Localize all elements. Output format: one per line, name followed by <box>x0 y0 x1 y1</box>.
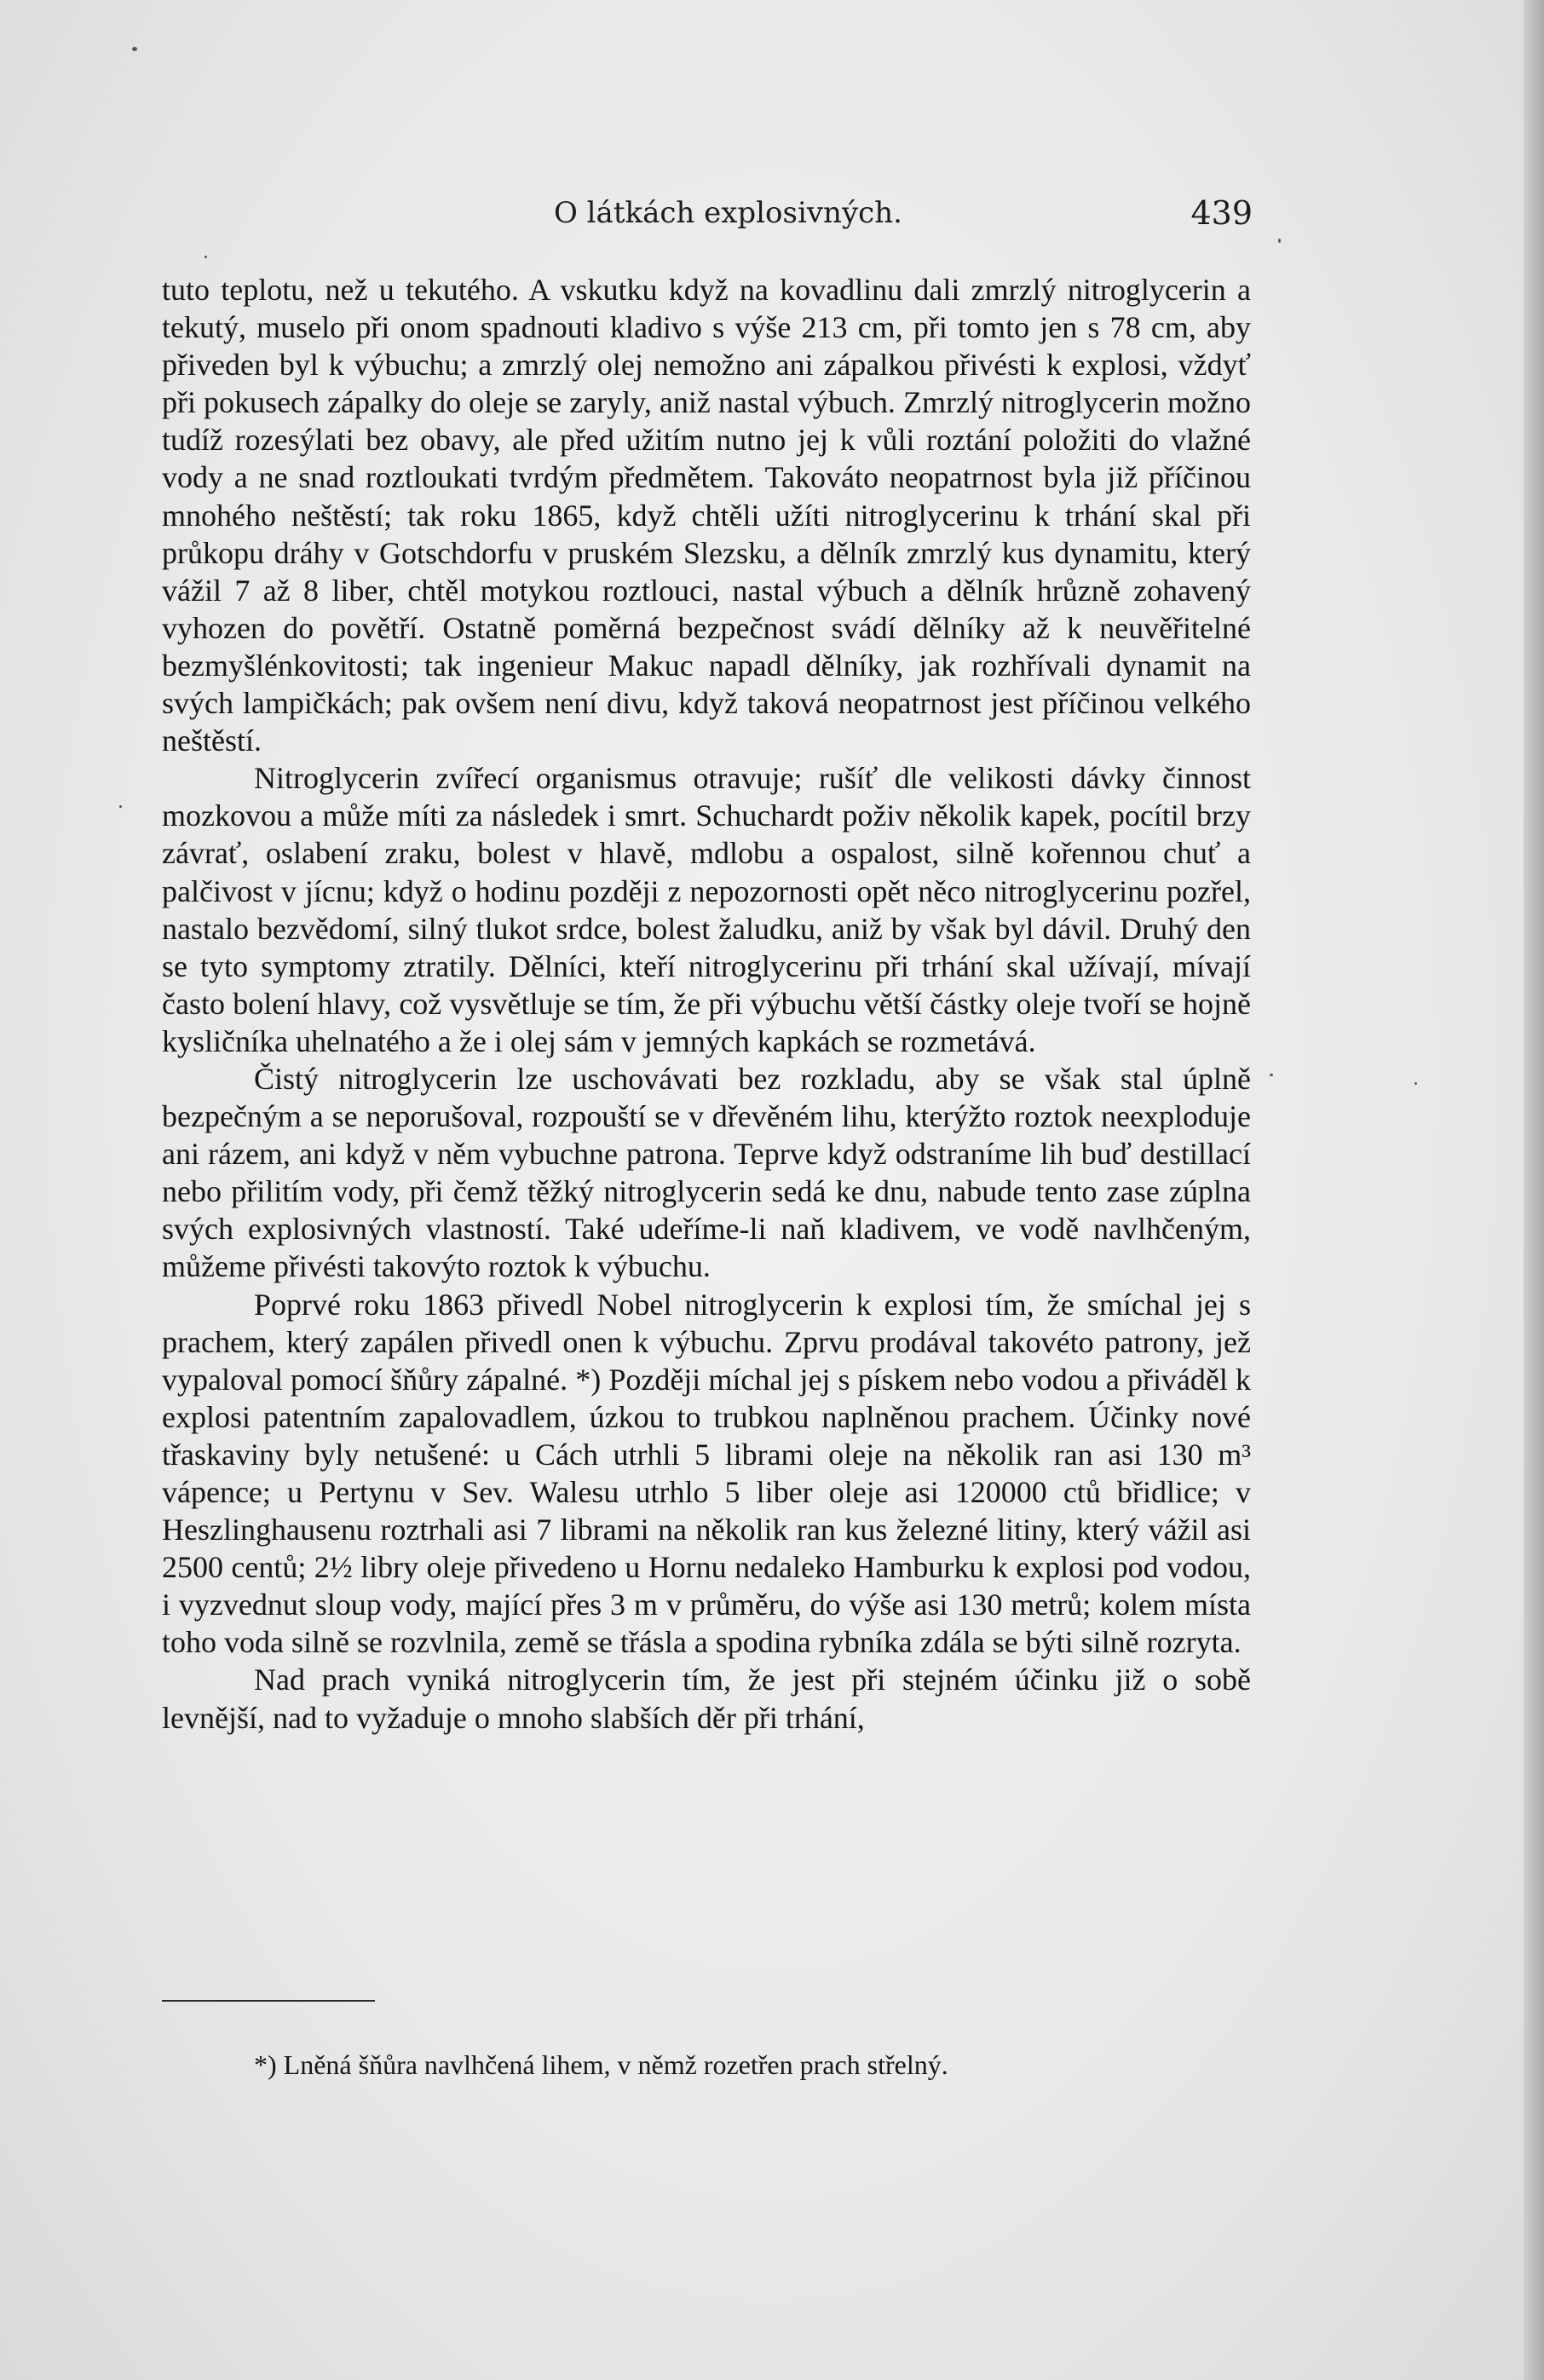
paragraph: tuto teplotu, než u tekutého. A vskutku když na kovadlinu dali zmrzlý nitroglycerin a tekutý, muselo při onom spadnouti kladivo s výše 213 cm, při tomto jen s 78 cm, aby přiveden byl k výbuchu; a zmrzlý olej nemožno ani zápalkou přivésti k explosi, vždyť při pokusech zápalky do oleje se zaryly, aniž nastal výbuch. Zmrzlý nitroglycerin možno tudíž rozesýlati bez obavy, ale před užitím nutno jej k vůli roztání položiti do vlažné vody a ne snad roztloukati tvrdým předmětem. Takováto neopatrnost byla již příčinou mnohého neštěstí; tak roku 1865, když chtěli užíti nitroglycerinu k trhání skal při průkopu dráhy v Gotschdorfu v pruském Slezsku, a dělník zmrzlý kus dynamitu, který vážil 7 až 8 liber, chtěl motykou roztlouci, nastal výbuch a dělník hrůzně zohavený vyhozen do povětří. Ostatně poměrná bezpečnost svádí dělníky až k neuvěřitelné bezmyšlénkovitosti; tak ingenieur Makuc napadl dělníky, jak rozhřívali dynamit na svých lampičkách; pak ovšem není divu, když taková neopatrnost jest příčinou velkého neštěstí. <box>162 273 1251 758</box>
running-title: O látkách explosivných. <box>554 196 902 230</box>
paper-speck <box>119 805 122 808</box>
footnote-divider <box>162 2000 375 2002</box>
paragraph: Nad prach vyniká nitroglycerin tím, že jest při stejném účinku již o sobě levnější, nad to vyžaduje o mnoho slabších děr při trhání, <box>162 1663 1251 1735</box>
running-header <box>162 187 1253 239</box>
body-text <box>162 271 1251 1737</box>
page-edge-shadow <box>1524 0 1544 2380</box>
paper-speck <box>1270 1074 1273 1076</box>
page-number: 439 <box>1190 194 1253 232</box>
paper-speck <box>1414 1082 1417 1085</box>
paper-speck <box>132 47 137 51</box>
paragraph: Poprvé roku 1863 přivedl Nobel nitroglycerin k explosi tím, že smíchal jej s prachem, který zapálen přivedl onen k výbuchu. Zprvu prodával takovéto patrony, jež vypaloval pomocí šňůry zápalné. *) Později míchal jej s pískem nebo vodou a přiváděl k explosi patentním zapalovadlem, úzkou to trubkou naplněnou prachem. Účinky nové třaskaviny byly netušené: u Cách utrhli 5 librami oleje na několik ran asi 130 m³ vápence; u Pertynu v Sev. Walesu utrhlo 5 liber oleje asi 120000 ctů břidlice; v Heszlinghausenu roztrhali asi 7 librami na několik ran kus železné litiny, který vážil asi 2500 centů; 2½ libry oleje přivedeno u Hornu nedaleko Hamburku k explosi pod vodou, i vyzvednut sloup vody, mající přes 3 m v průměru, do výše asi 130 metrů; kolem místa toho voda silně se rozvlnila, země se třásla a spodina rybníka zdála se býti silně rozryta. <box>162 1287 1251 1660</box>
paper-speck <box>1278 239 1281 243</box>
paper-speck <box>205 256 207 258</box>
footnote: *) Lněná šňůra navlhčená lihem, v němž rozetřen prach střelný. <box>254 2049 948 2080</box>
paragraph: Čistý nitroglycerin lze uschovávati bez rozkladu, aby se však stal úplně bezpečným a se neporušoval, rozpouští se v dřevěném lihu, kterýžto roztok neexploduje ani rázem, ani když v něm vybuchne patrona. Teprve když odstraníme lih buď destillací nebo přilitím vody, při čemž těžký nitroglycerin sedá ke dnu, nabude tento zase zúplna svých explosivných vlastností. Také udeříme-li naň kladivem, ve vodě navlhčeným, můžeme přivésti takovýto roztok k výbuchu. <box>162 1061 1251 1284</box>
paragraph: Nitroglycerin zvířecí organismus otravuje; rušíť dle velikosti dávky činnost mozkovou a může míti za následek i smrt. Schuchardt poživ několik kapek, pocítil brzy závrať, oslabení zraku, bolest v hlavě, mdlobu a ospalost, silně kořennou chuť a palčivost v jícnu; když o hodinu později z nepozornosti opět něco nitroglycerinu pozřel, nastalo bezvědomí, silný tlukot srdce, bolest žaludku, aniž by však byl dávil. Druhý den se tyto symptomy ztratily. Dělníci, kteří nitroglycerinu při trhání skal užívají, mívají často bolení hlavy, což vysvětluje se tím, že při výbuchu větší částky oleje tvoří se hojně kysličníka uhelnatého a že i olej sám v jemných kapkách se rozmetává. <box>162 761 1251 1058</box>
